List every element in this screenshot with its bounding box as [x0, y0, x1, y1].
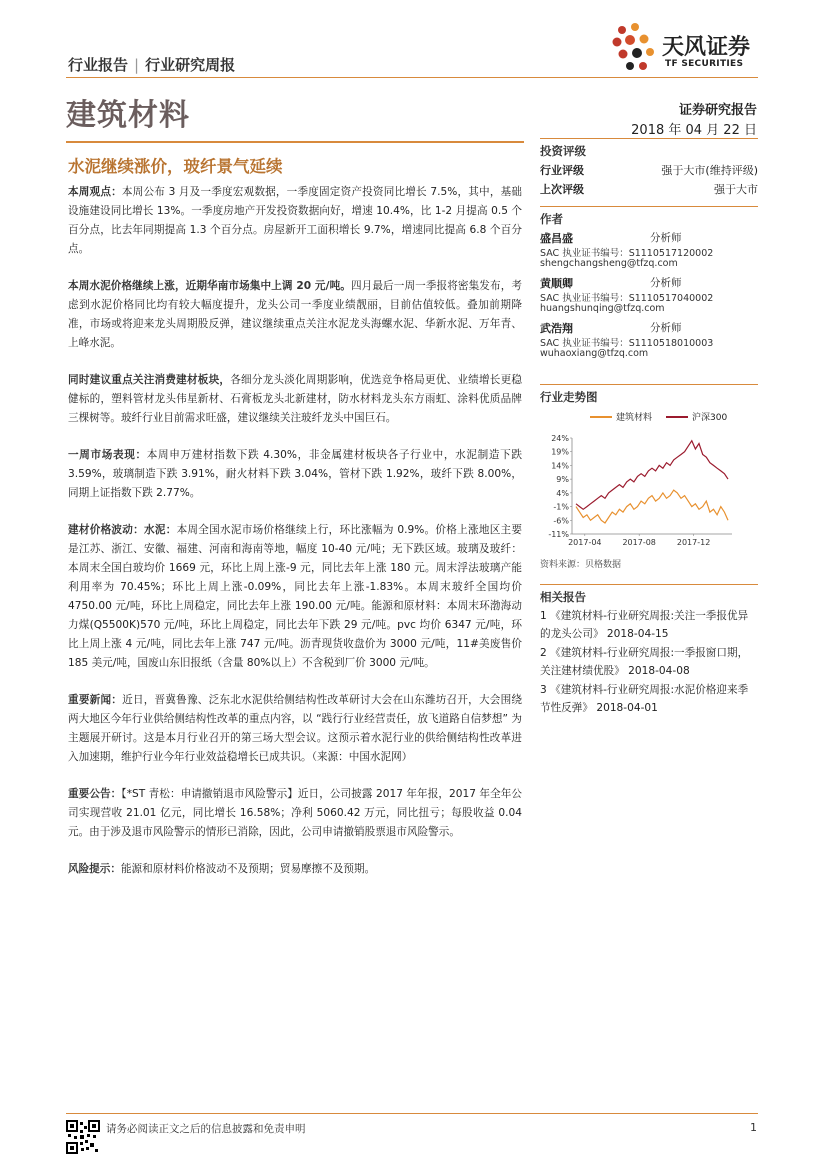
analyst-role: 分析师	[650, 277, 682, 289]
paragraph-body: 各细分龙头淡化周期影响，优选竞争格局更优、业绩增长更稳健标的，塑料管材龙头伟星新材、石膏板龙头北新建材，防水材料龙头东方雨虹、涂料优质品牌三棵树等。玻纤行业目前需求旺盛，建议继续关注玻纤龙头中国巨石。	[68, 374, 523, 424]
paragraph-body: 四月最后一周一季报将密集发布，考虑到水泥价格同比均有较大幅度提升，龙头公司一季度业绩靓丽，目前估值较低。叠加前期降准，市场或将迎来龙头周期股反弹，建议继续重点关注水泥龙头海螺水泥、华新水泥、万年青、上峰水泥。	[68, 280, 522, 349]
related-report-link[interactable]: 3 《建筑材料-行业研究周报:水泥价格迎来季节性反弹》 2018-04-01	[540, 684, 749, 714]
series-line-building-materials	[576, 490, 728, 523]
rating-row	[540, 160, 758, 179]
analyst-card	[540, 275, 758, 317]
analyst-email[interactable]: wuhaoxiang@tfzq.com	[540, 348, 649, 359]
analyst-name: 武浩翔	[540, 321, 573, 335]
analyst-email[interactable]: shengchangsheng@tfzq.com	[540, 258, 678, 269]
company-logo	[610, 22, 770, 74]
logo-mark-icon	[610, 22, 660, 74]
report-kind: 证券研究报告	[678, 103, 757, 118]
y-tick-label: 14%	[551, 461, 569, 471]
header-separator: |	[134, 56, 140, 74]
trend-chart-section	[540, 384, 758, 547]
footer-divider	[66, 1113, 758, 1114]
paragraph-body: 本周申万建材指数下跌 4.30%，非金属建材板块各子行业中，水泥制造下跌 3.59%，玻璃制造下跌 3.91%，耐火材料下跌 3.04%，管材下跌 1.92%，玻纤下跌 8.00%，同期上证指数下跌 2.77%。	[68, 449, 522, 499]
paragraph-lead: 建材价格波动：水泥：	[68, 524, 177, 536]
paragraph-body: 能源和原材料价格波动不及预期；贸易摩擦不及预期。	[120, 863, 376, 875]
analyst-license: SAC 执业证书编号：S1110517120002	[540, 248, 714, 259]
paragraph-risk	[68, 860, 522, 879]
analyst-email[interactable]: huangshunqing@tfzq.com	[540, 303, 665, 314]
paragraph-weekly-view	[68, 183, 522, 259]
rating-label: 行业评级	[540, 163, 584, 177]
series-line-csi300	[576, 441, 728, 510]
authors-title: 作者	[540, 206, 758, 228]
paragraph-lead: 本周观点：	[68, 186, 122, 198]
paragraph-lead: 重要公告：	[68, 788, 122, 800]
analyst-license: SAC 执业证书编号：S1110517040002	[540, 293, 714, 304]
rating-title: 投资评级	[540, 138, 758, 160]
trend-title: 行业走势图	[540, 384, 758, 406]
main-content	[68, 183, 522, 897]
y-tick-label: -11%	[548, 530, 569, 539]
company-name: 天风证券	[662, 35, 751, 60]
analyst-role: 分析师	[650, 322, 682, 334]
y-tick-label: 4%	[556, 488, 569, 498]
paragraph-lead: 重要新闻：	[68, 694, 123, 706]
analyst-role: 分析师	[650, 232, 682, 244]
analyst-name: 盛昌盛	[540, 231, 573, 245]
report-category: 行业报告	[68, 56, 129, 74]
paragraph-cement-price	[68, 277, 522, 353]
paragraph-body: 本周公布 3 月及一季度宏观数据，一季度固定资产投资同比增长 7.5%，其中，基础设施建设同比增长 13%。一季度房地产开发投资数据向好，增速 10.4%，比 1-2 月提高 0.5 个百分点，比去年同期提高 1.3 个百分点。房屋新开工面积增长 9.7%，增速同比提高 6.8 个百分点。	[68, 186, 522, 255]
analyst-license: SAC 执业证书编号：S1110518010003	[540, 338, 714, 349]
chart-source: 资料来源：贝格数据	[540, 560, 622, 570]
paragraph-body: 【*ST 青松：申请撤销退市风险警示】近日，公司披露 2017 年年报，2017 年全年公司实现营收 21.01 亿元，同比增长 16.58%；净利 5060.42 万元，同比扭亏；每股收益 0.04 元。由于涉及退市风险警示的情形已消除，因此，公司申请撤销股票退市风险警示。	[68, 788, 523, 838]
y-tick-label: 19%	[551, 447, 569, 457]
paragraph-lead: 本周水泥价格继续上涨，近期华南市场集中上调 20 元/吨。	[68, 280, 351, 292]
sidebar	[540, 138, 758, 365]
paragraph-news	[68, 691, 522, 767]
legend-label: 沪深300	[692, 413, 728, 423]
header-divider	[66, 77, 758, 78]
paragraph-consumer-materials	[68, 371, 522, 428]
x-tick-label: 2017-12	[676, 538, 711, 547]
y-tick-label: -1%	[553, 502, 569, 512]
paragraph-price-fluctuation	[68, 521, 522, 673]
report-series: 行业研究周报	[145, 56, 236, 74]
y-tick-label: -6%	[553, 516, 569, 526]
industry-title: 建筑材料	[66, 98, 190, 133]
analyst-card	[540, 320, 758, 362]
rating-row	[540, 179, 758, 198]
paragraph-lead: 风险提示：	[68, 863, 121, 875]
report-type	[68, 54, 235, 75]
page-number: 1	[750, 1121, 757, 1134]
analyst-name: 黄顺卿	[540, 276, 573, 290]
related-title: 相关报告	[540, 584, 758, 606]
rating-label: 上次评级	[540, 182, 584, 196]
paragraph-lead: 同时建议重点关注消费建材板块，	[68, 374, 231, 386]
x-tick-label: 2017-04	[568, 538, 602, 547]
legend-label: 建筑材料	[616, 413, 653, 423]
report-date: 2018 年 04 月 22 日	[631, 123, 757, 138]
y-tick-label: 9%	[556, 475, 569, 485]
paragraph-body: 近日，晋冀鲁豫、泛东北水泥供给侧结构性改革研讨大会在山东潍坊召开，大会围绕两大地区今年行业供给侧结构性改革的重点内容，以 “践行行业经营责任，放飞道路自信梦想” 为主题展开研讨。这是本月行业召开的第三场大型会议。这预示着水泥行业的供给侧结构性改革进入加速期，维护行业今年行业效益稳增长已成共识。（来源：中国水泥网）	[68, 694, 523, 763]
title-divider	[66, 141, 524, 143]
paragraph-lead: 一周市场表现：	[68, 449, 147, 461]
paragraph-body: 本周全国水泥市场价格继续上行，环比涨幅为 0.9%。价格上涨地区主要是江苏、浙江、安徽、福建、河南和海南等地，幅度 10-40 元/吨；无下跌区域。玻璃及玻纤：本周末全国白玻均价 1669 元，环比上周上涨-9 元，同比去年上涨 180 元。周末浮法玻璃产能利用率为 70.45%；环比上周上涨-0.09%，同比去年上涨-1.83%。本周末玻纤全国均价 4750.00 元/吨，环比上周稳定，同比去年上涨 190.00 元/吨。能源和原材料：本周末环渤海动力煤(Q5500K)570 元/吨，环比上周稳定，同比去年下跌 29 元/吨。pvc 均价 6347 元/吨，环比上周上涨 4 元/吨，同比去年上涨 747 元/吨。沥青现货收盘价为 3000 元/吨，11#美废售价 185 美元/吨，国废山东旧报纸（含量 80%以上）不含税到厂价 3000 元/吨。	[68, 524, 522, 669]
rating-value: 强于大市	[714, 182, 758, 196]
trend-chart	[540, 406, 758, 556]
analyst-card	[540, 230, 758, 272]
related-reports	[540, 584, 758, 717]
company-name-en: TF SECURITIES	[665, 59, 744, 69]
related-report-link[interactable]: 1 《建筑材料-行业研究周报:关注一季报优异的龙头公司》 2018-04-15	[540, 610, 749, 640]
y-tick-label: 24%	[551, 434, 569, 443]
headline: 水泥继续涨价，玻纤景气延续	[68, 157, 283, 176]
footer-disclaimer: 请务必阅读正文之后的信息披露和免责申明	[106, 1123, 306, 1135]
related-report-link[interactable]: 2 《建筑材料-行业研究周报:一季报窗口期，关注建材绩优股》 2018-04-08	[540, 647, 749, 677]
paragraph-market-performance	[68, 446, 522, 503]
qr-code-icon	[66, 1120, 100, 1154]
x-tick-label: 2017-08	[622, 538, 656, 547]
rating-value: 强于大市(维持评级)	[661, 163, 758, 177]
paragraph-announcement	[68, 785, 522, 842]
